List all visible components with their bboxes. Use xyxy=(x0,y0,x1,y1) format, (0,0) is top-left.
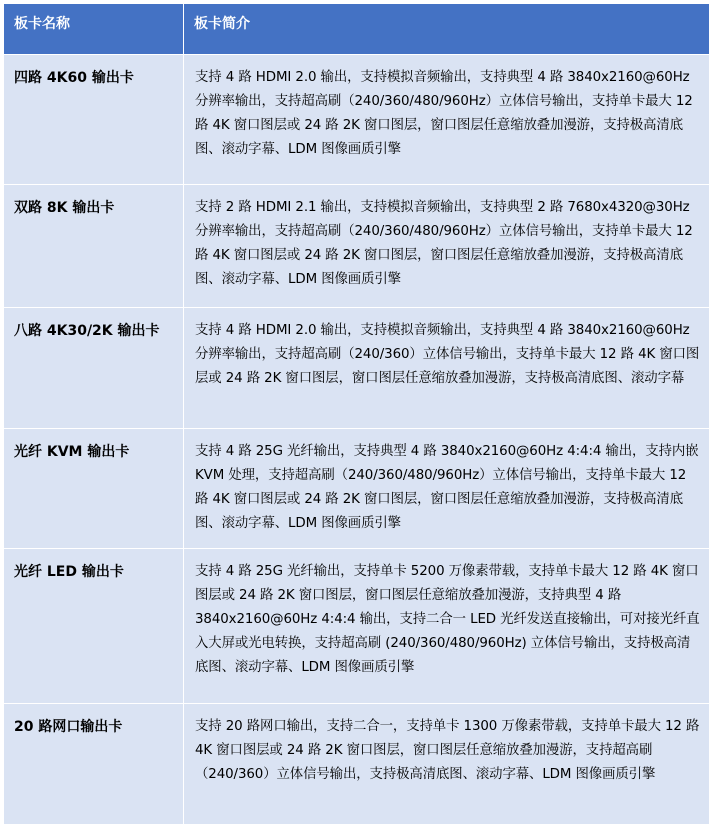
board-desc-cell: 支持 4 路 HDMI 2.0 输出，支持模拟音频输出，支持典型 4 路 3840x2160@60Hz 分辨率输出，支持超高刷（240/360）立体信号输出，支持单卡最大 12 路 4K 窗口图层或 24 路 2K 窗口图层，窗口图层任意缩放叠加漫游，支持极高清底图、滚动字幕 xyxy=(184,308,710,429)
board-name-cell: 光纤 LED 输出卡 xyxy=(4,549,184,704)
table-row xyxy=(4,185,710,308)
board-desc-cell: 支持 20 路网口输出，支持二合一，支持单卡 1300 万像素带载，支持单卡最大 12 路 4K 窗口图层或 24 路 2K 窗口图层，窗口图层任意缩放叠加漫游，支持超高刷（240/360）立体信号输出，支持极高清底图、滚动字幕、LDM 图像画质引擎 xyxy=(184,704,710,825)
board-name-cell: 八路 4K30/2K 输出卡 xyxy=(4,308,184,429)
table-header-row xyxy=(4,4,710,55)
table-row xyxy=(4,55,710,185)
board-desc-cell: 支持 4 路 25G 光纤输出，支持典型 4 路 3840x2160@60Hz 4:4:4 输出，支持内嵌 KVM 处理，支持超高刷（240/360/480/960Hz）立体信号输出，支持单卡最大 12 路 4K 窗口图层或 24 路 2K 窗口图层，窗口图层任意缩放叠加漫游，支持极高清底图、滚动字幕、LDM 图像画质引擎 xyxy=(184,429,710,549)
header-board-name: 板卡名称 xyxy=(4,4,184,55)
board-name-cell: 20 路网口输出卡 xyxy=(4,704,184,825)
table-row xyxy=(4,308,710,429)
table-row xyxy=(4,549,710,704)
table-row xyxy=(4,704,710,825)
board-desc-cell: 支持 4 路 HDMI 2.0 输出，支持模拟音频输出，支持典型 4 路 3840x2160@60Hz 分辨率输出，支持超高刷（240/360/480/960Hz）立体信号输出，支持单卡最大 12 路 4K 窗口图层或 24 路 2K 窗口图层，窗口图层任意缩放叠加漫游，支持极高清底图、滚动字幕、LDM 图像画质引擎 xyxy=(184,55,710,185)
board-desc-cell: 支持 2 路 HDMI 2.1 输出，支持模拟音频输出，支持典型 2 路 7680x4320@30Hz 分辨率输出，支持超高刷（240/360/480/960Hz）立体信号输出，支持单卡最大 12 路 4K 窗口图层或 24 路 2K 窗口图层，窗口图层任意缩放叠加漫游，支持极高清底图、滚动字幕、LDM 图像画质引擎 xyxy=(184,185,710,308)
board-desc-cell: 支持 4 路 25G 光纤输出，支持单卡 5200 万像素带载，支持单卡最大 12 路 4K 窗口图层或 24 路 2K 窗口图层，窗口图层任意缩放叠加漫游，支持典型 4 路 3840x2160@60Hz 4:4:4 输出，支持二合一 LED 光纤发送直接输出，可对接光纤直入大屏或光电转换，支持超高刷 (240/360/480/960Hz) 立体信号输出，支持极高清底图、滚动字幕、LDM 图像画质引擎 xyxy=(184,549,710,704)
board-name-cell: 光纤 KVM 输出卡 xyxy=(4,429,184,549)
board-spec-table xyxy=(3,3,710,825)
header-board-intro: 板卡简介 xyxy=(184,4,710,55)
board-name-cell: 双路 8K 输出卡 xyxy=(4,185,184,308)
table-row xyxy=(4,429,710,549)
board-name-cell: 四路 4K60 输出卡 xyxy=(4,55,184,185)
